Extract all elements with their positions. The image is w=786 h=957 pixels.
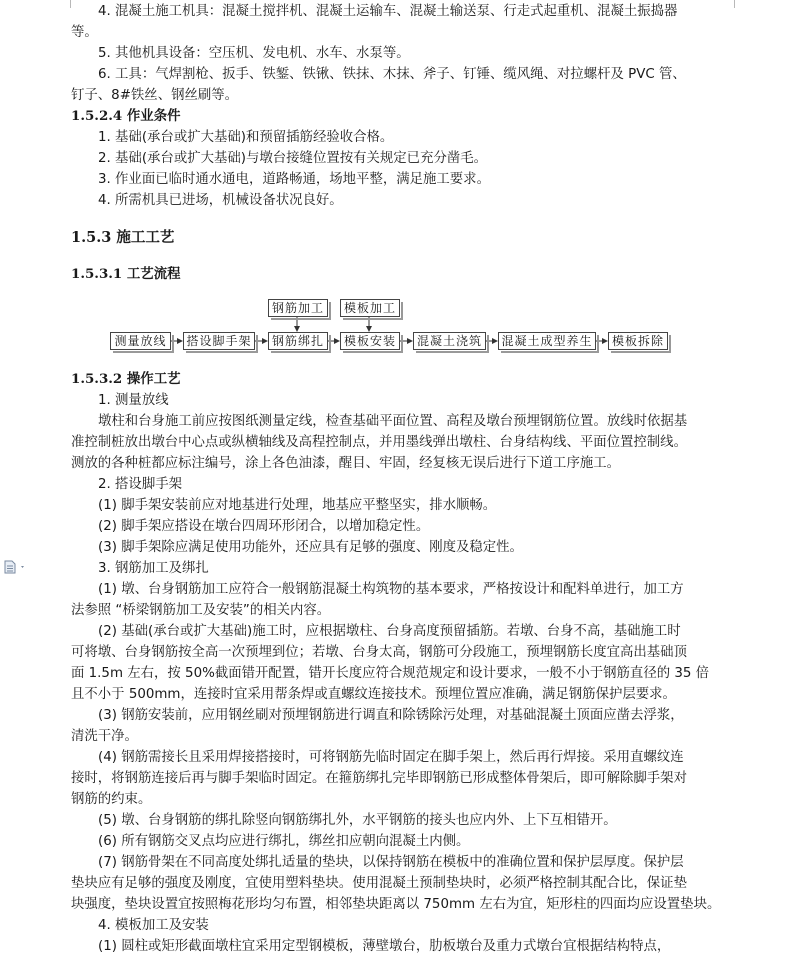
flow-step: 混凝土成型养生 (498, 332, 596, 350)
list-item: 4. 模板加工及安装 (98, 918, 209, 933)
list-item: 2. 基础(承台或扩大基础)与墩台接缝位置按有关规定已充分凿毛。 (98, 151, 488, 166)
paragraph-line: 接时，将钢筋连接后再与脚手架临时固定。在箍筋绑扎完毕即钢筋已形成整体骨架后，即可解除脚手架对 (71, 771, 687, 786)
paragraph-line: (2) 基础(承台或扩大基础)施工时，应根据墩柱、台身高度预留插筋。若墩、台身不高，基础施工时 (98, 624, 681, 639)
paragraph-line: 块强度，垫块设置宜按照梅花形均匀布置，相邻垫块距离以 750mm 左右为宜，矩形柱的四面均应设置垫块。 (71, 897, 721, 912)
paragraph-line: 清洗干净。 (71, 729, 138, 744)
flow-step: 混凝土浇筑 (413, 332, 486, 350)
list-item: 3. 作业面已临时通水通电，道路畅通，场地平整，满足施工要求。 (98, 172, 490, 187)
paragraph-line: 垫块应有足够的强度及刚度，宜使用塑料垫块。使用混凝土预制垫块时，必须严格控制其配合比，保证垫 (71, 876, 687, 891)
paragraph-line: 面 1.5m 左右，按 50%截面错开配置，错开长度应符合规范规定和设计要求，一般不小于钢筋直径的 35 倍 (71, 666, 710, 681)
list-item: 4. 所需机具已进场，机械设备状况良好。 (98, 193, 343, 208)
paragraph-line: 且不小于 500mm，连接时宜采用帮条焊或直螺纹连接技术。预埋位置应准确，满足钢筋保护层要求。 (71, 687, 676, 702)
paragraph-line: 钢筋的约束。 (71, 792, 152, 807)
text-line: 5. 其他机具设备：空压机、发电机、水车、水泵等。 (98, 46, 410, 61)
text-line: 等。 (71, 25, 98, 40)
flow-step: 搭设脚手架 (183, 332, 255, 350)
flow-step: 测量放线 (110, 332, 171, 350)
flow-step-formwork-processing: 模板加工 (340, 299, 400, 317)
paragraph-line: (6) 所有钢筋交叉点均应进行绑扎，绑丝扣应朝向混凝土内侧。 (98, 834, 470, 849)
paragraph-line: 准控制桩放出墩台中心点或纵横轴线及高程控制点，并用墨线弹出墩柱、台身结构线、平面位置控制线。 (71, 435, 687, 450)
paragraph-line: (4) 钢筋需接长且采用焊接搭接时，可将钢筋先临时固定在脚手架上，然后再行焊接。采用直螺纹连 (98, 750, 684, 765)
text-line: 钉子、8#铁丝、钢丝刷等。 (71, 88, 239, 103)
paragraph-line: 墩柱和台身施工前应按图纸测量定线，检查基础平面位置、高程及墩台预埋钢筋位置。放线时依据基 (98, 414, 688, 429)
text-line: 6. 工具：气焊割枪、扳手、铁錾、铁锹、铁抹、木抹、斧子、钉锤、缆风绳、对拉螺杆及 PVC 管、 (98, 67, 686, 82)
paragraph-line: (3) 脚手架除应满足使用功能外，还应具有足够的强度、刚度及稳定性。 (98, 540, 523, 555)
paragraph-line: 法参照 “桥梁钢筋加工及安装”的相关内容。 (71, 603, 331, 618)
paragraph-line: (5) 墩、台身钢筋的绑扎除竖向钢筋绑扎外，水平钢筋的接头也应内外、上下互相错开。 (98, 813, 617, 828)
flow-step-rebar-processing: 钢筋加工 (268, 299, 328, 317)
document-icon[interactable] (3, 560, 29, 574)
paragraph-line: (7) 钢筋骨架在不同高度处绑扎适量的垫块，以保持钢筋在模板中的准确位置和保护层厚度。保护层 (98, 855, 684, 870)
list-item: 3. 钢筋加工及绑扎 (98, 561, 209, 576)
paragraph-line: (2) 脚手架应搭设在墩台四周环形闭合，以增加稳定性。 (98, 519, 430, 534)
list-item: 1. 基础(承台或扩大基础)和预留插筋经验收合格。 (98, 130, 394, 145)
flow-step: 钢筋绑扎 (268, 332, 328, 350)
paragraph-line: (1) 脚手架安装前应对地基进行处理，地基应平整坚实，排水顺畅。 (98, 498, 497, 513)
flow-step: 模板安装 (340, 332, 400, 350)
flow-step: 模板拆除 (608, 332, 668, 350)
text-line: 4. 混凝土施工机具：混凝土搅拌机、混凝土运输车、混凝土输送泵、行走式起重机、混凝土振捣器 (98, 4, 678, 19)
paragraph-line: (1) 墩、台身钢筋加工应符合一般钢筋混凝土构筑物的基本要求，严格按设计和配料单进行，加工方 (98, 582, 684, 597)
section-heading: 1.5.3 施工工艺 (71, 229, 175, 246)
list-item: 1. 测量放线 (98, 393, 169, 408)
list-item: 2. 搭设脚手架 (98, 477, 182, 492)
paragraph-line: 可将墩、台身钢筋按全高一次预埋到位；若墩、台身太高，钢筋可分段施工，预埋钢筋长度宜高出基础顶 (71, 645, 687, 660)
section-heading: 1.5.3.2 操作工艺 (71, 371, 181, 387)
section-heading: 1.5.3.1 工艺流程 (71, 266, 181, 282)
paragraph-line: (3) 钢筋安装前，应用钢丝刷对预埋钢筋进行调直和除锈除污处理，对基础混凝土顶面应凿去浮浆， (98, 708, 684, 723)
paragraph-line: (1) 圆柱或矩形截面墩柱宜采用定型钢模板，薄壁墩台，肋板墩台及重力式墩台宜根据结构特点， (98, 939, 671, 954)
paragraph-line: 测放的各种桩都应标注编号，涂上各色油漆，醒目、牢固，经复核无误后进行下道工序施工。 (71, 456, 621, 471)
section-heading: 1.5.2.4 作业条件 (71, 108, 181, 124)
